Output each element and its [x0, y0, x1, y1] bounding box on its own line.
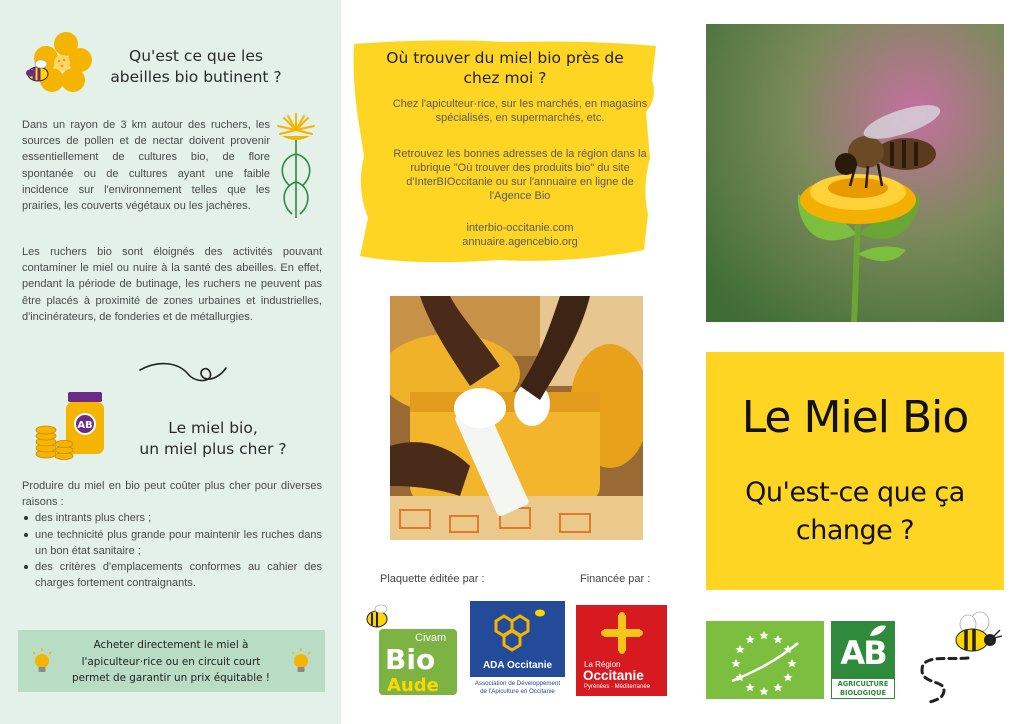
- price-reasons-list: [22, 510, 322, 591]
- ada-caption-line1: Association de Développement: [474, 680, 561, 687]
- list-item: une technicité plus grande pour maintenir les ruches dans un bon état sanitaire ;: [22, 527, 322, 559]
- ab-caption-line1: AGRICULTURE: [837, 680, 889, 688]
- occitan-cross-icon: [600, 611, 644, 655]
- ab-leaf-icon: [868, 624, 888, 638]
- where-heading-line2: chez moi ?: [463, 69, 547, 87]
- ada-name: ADA Occitanie: [482, 660, 553, 671]
- ada-occitanie-logo: [470, 601, 565, 696]
- eu-leaf-stars-icon: [706, 621, 824, 699]
- bees-forage-heading-line2: abeilles bio butinent ?: [110, 68, 282, 86]
- sub-title-line2: change ?: [795, 515, 915, 546]
- civam-word: Civam: [415, 632, 447, 644]
- ada-caption: [464, 680, 571, 696]
- price-text: [22, 478, 322, 591]
- ab-caption: [832, 680, 894, 698]
- title-box: [706, 352, 1004, 590]
- region-line3: Pyrénées · Méditerranée: [584, 684, 651, 690]
- list-item: des critères d'emplacements conformes au cahier des charges fortement contraignants.: [22, 559, 322, 591]
- jar-ab-label: AB: [77, 420, 93, 431]
- honey-jars-photo: [390, 296, 643, 540]
- honeycomb-icon: [484, 607, 550, 659]
- price-heading-line1: Le miel bio,: [168, 419, 258, 437]
- lightbulb-icon: [289, 648, 313, 676]
- left-panel: [0, 0, 341, 724]
- bees-forage-paragraph-2: Les ruchers bio sont éloignés des activités pouvant contaminer le miel ou nuire à la santé des abeilles. En effet, pendant la période de butinage, les ruchers ne peuvent pas être placés à proximité de zones urbaines et industrielles, d'incinérateurs, de fonderies et de métallurgies.: [22, 246, 322, 323]
- aude-word: Aude: [387, 675, 439, 695]
- interbio-link[interactable]: interbio-occitanie.com: [466, 222, 574, 234]
- where-text-2: Retrouvez les bonnes adresses de la région dans la rubrique "Où trouver des produits bio" du site d'InterBIOccitanie ou sur l'annuaire en ligne de l'Agence Bio: [393, 148, 647, 202]
- ab-organic-logo: [831, 621, 895, 699]
- price-intro: Produire du miel en bio peut coûter plus cher pour diverses raisons :: [22, 480, 322, 509]
- tip-line1: Acheter directement le miel à: [93, 639, 249, 651]
- dandelion-icon: [268, 110, 324, 222]
- price-heading: [118, 418, 308, 460]
- where-text-1: Chez l'apiculteur·rice, sur les marchés, en magasins spécialisés, en supermarchés, etc.: [392, 98, 648, 124]
- main-title: Le Miel Bio: [741, 392, 969, 443]
- where-heading-line1: Où trouver du miel bio près de: [386, 49, 624, 67]
- sub-title-line1: Qu'est-ce que ça: [745, 477, 965, 508]
- bio-word: Bio: [385, 643, 436, 676]
- bees-forage-paragraph-1: Dans un rayon de 3 km autour des ruchers, les sources de pollen et de nectar doivent provenir essentiellement de cultures bio, de flore spontanée ou de cultures ayant une faible incidence sur l'environnement telles que les prairies, les couverts végétaux ou les jachères.: [22, 119, 270, 213]
- price-heading-line2: un miel plus cher ?: [139, 440, 287, 458]
- list-item: des intrants plus chers ;: [22, 510, 322, 526]
- tip-line3: permet de garantir un prix équitable !: [72, 672, 270, 684]
- region-occitanie-logo: [576, 605, 667, 696]
- tip-box: [18, 630, 325, 692]
- ab-caption-line2: BIOLOGIQUE: [840, 689, 886, 697]
- region-line2: Occitanie: [583, 668, 644, 683]
- region-line1: La Région: [584, 660, 621, 669]
- ada-caption-line2: de l'Apiculture en Occitanie: [480, 688, 555, 695]
- bees-forage-heading: [96, 46, 296, 88]
- honey-jar-coins-icon: [32, 388, 116, 464]
- flower-bee-icon: [22, 30, 92, 96]
- civam-bio-aude-logo: [357, 603, 457, 695]
- lightbulb-icon: [30, 648, 54, 676]
- swirl-divider-icon: [138, 360, 228, 386]
- eu-organic-logo: [706, 621, 824, 699]
- tip-text: [70, 637, 272, 687]
- bees-forage-heading-line1: Qu'est ce que les: [129, 47, 263, 65]
- where-heading: [352, 48, 658, 88]
- agencebio-link[interactable]: annuaire.agencebio.org: [462, 236, 578, 248]
- ada-blue-box: [470, 601, 565, 677]
- edited-by-caption: Plaquette éditée par :: [380, 573, 485, 585]
- flying-bee-icon: [908, 610, 1008, 704]
- funded-by-caption: Financée par :: [580, 573, 651, 585]
- tip-line2: l'apiculteur·rice ou en circuit court: [81, 655, 261, 668]
- ab-letters: AB: [840, 634, 886, 672]
- bee-on-flower-photo: [706, 24, 1004, 322]
- sub-title: [706, 474, 1004, 550]
- ab-logo-green-area: [832, 622, 894, 679]
